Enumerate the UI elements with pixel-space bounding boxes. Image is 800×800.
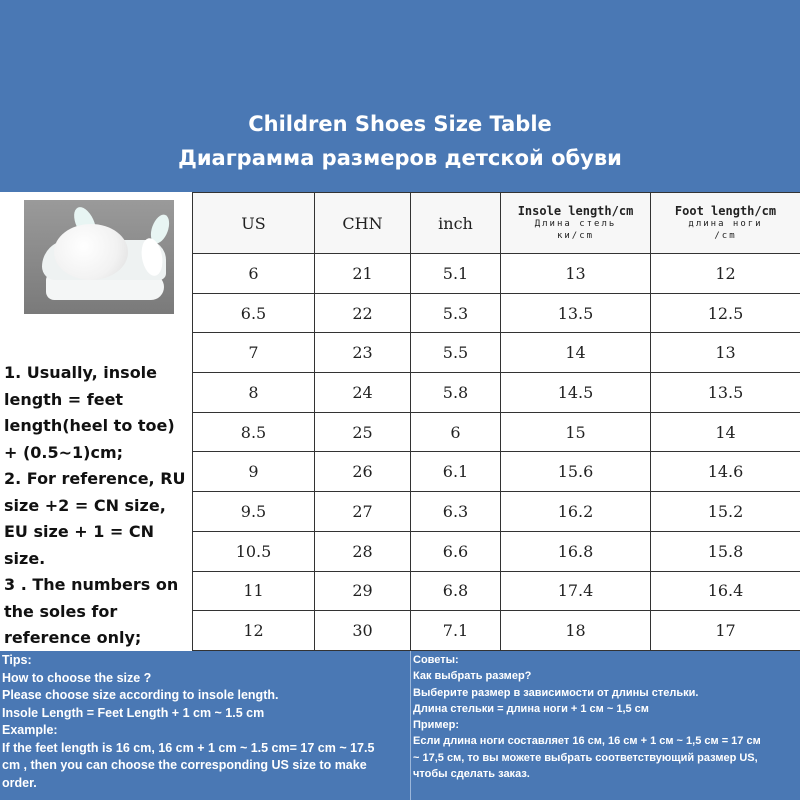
cell-us: 10.5 [193,531,315,571]
header-insole-length [501,193,651,254]
cell-foot: 12.5 [651,293,800,333]
cell-insole: 13 [501,254,651,294]
table-row [193,293,800,333]
title-english: Children Shoes Size Table [248,112,552,136]
table-row [193,531,800,571]
note-line: size +2 = CN size, [4,495,166,515]
cell-us: 9.5 [193,492,315,532]
tip-line: Example: [2,723,58,737]
note-line: EU size + 1 = CN [4,522,155,541]
table-row [193,452,800,492]
tip-line: Выберите размер в зависимости от длины стельки. [413,686,699,699]
cell-us: 11 [193,571,315,611]
shoe-fur-pom [54,224,128,280]
table-row [193,373,800,413]
cell-us: 6 [193,254,315,294]
tip-line: Insole Length = Feet Length + 1 cm ~ 1.5 cm [2,705,265,720]
shoe-photo [24,200,174,314]
header-insole-en: Insole length/cm [517,204,634,218]
cell-foot: 16.4 [651,571,800,611]
note-line: the soles for [4,601,118,621]
cell-chn: 29 [315,571,411,611]
tip-line: Please choose size according to insole length. [2,688,279,702]
cell-insole: 16.2 [501,492,651,532]
size-notes [4,360,192,652]
header-foot-ru: длина ноги [688,219,763,229]
tip-line: чтобы сделать заказ. [413,768,530,781]
header-foot-ru-2: /cm [714,231,737,241]
table-row [193,611,800,651]
table-header-row [193,193,800,254]
cell-us: 9 [193,452,315,492]
tip-line: order. [2,775,37,790]
note-line: 3 . The numbers on [4,575,179,594]
table-row [193,492,800,532]
cell-foot: 12 [651,254,800,294]
header-insole-ru-2: ки/cm [556,231,595,241]
cell-insole: 15.6 [501,452,651,492]
cell-foot: 14 [651,412,800,452]
table-row [193,333,800,373]
cell-us: 8 [193,373,315,413]
tip-line: ~ 17,5 см, то вы можете выбрать соответствующий размер US, [413,751,758,764]
note-line: length(heel to toe) [4,416,175,435]
tip-line: How to choose the size ? [2,670,152,685]
header-insole-ru: Длина стель [534,219,617,229]
cell-inch: 7.1 [411,611,501,651]
cell-foot: 15.8 [651,531,800,571]
cell-insole: 14 [501,333,651,373]
size-table [192,192,800,651]
cell-inch: 5.8 [411,373,501,413]
cell-chn: 24 [315,373,411,413]
title-banner [0,0,800,192]
cell-chn: 27 [315,492,411,532]
header-inch: inch [411,193,501,254]
note-line: 1. Usually, insole [4,363,158,382]
cell-us: 7 [193,333,315,373]
cell-inch: 5.3 [411,293,501,333]
tip-line: Если длина ноги составляет 16 см, 16 см + 1 см ~ 1,5 см = 17 см [413,735,761,748]
cell-foot: 13 [651,333,800,373]
cell-insole: 15 [501,412,651,452]
cell-inch: 6.1 [411,452,501,492]
tip-line: If the feet length is 16 cm, 16 cm + 1 cm ~ 1.5 cm= 17 cm ~ 17.5 [2,740,375,755]
cell-inch: 5.5 [411,333,501,373]
cell-us: 8.5 [193,412,315,452]
cell-inch: 5.1 [411,254,501,294]
cell-chn: 26 [315,452,411,492]
cell-chn: 30 [315,611,411,651]
note-line: 2. For reference, RU [4,469,186,488]
tip-line: Длина стельки = длина ноги + 1 см ~ 1,5 см [413,702,649,715]
cell-inch: 6.8 [411,571,501,611]
cell-foot: 14.6 [651,452,800,492]
cell-foot: 17 [651,611,800,651]
note-line: size. [4,548,46,568]
title-russian: Диаграмма размеров детской обуви [178,146,622,170]
note-line: length = feet [4,389,124,409]
cell-foot: 15.2 [651,492,800,532]
cell-insole: 16.8 [501,531,651,571]
tip-line: Советы: [413,654,459,666]
cell-chn: 23 [315,333,411,373]
header-foot-en: Foot length/cm [674,204,777,218]
header-foot-length [651,193,800,254]
cell-chn: 28 [315,531,411,571]
cell-insole: 17.4 [501,571,651,611]
cell-insole: 13.5 [501,293,651,333]
header-us: US [193,193,315,254]
tip-line: Tips: [2,653,32,667]
table-row [193,254,800,294]
tip-line: cm , then you can choose the corresponding US size to make [2,758,367,772]
cell-insole: 14.5 [501,373,651,413]
cell-insole: 18 [501,611,651,651]
cell-us: 6.5 [193,293,315,333]
cell-us: 12 [193,611,315,651]
cell-chn: 25 [315,412,411,452]
cell-chn: 21 [315,254,411,294]
cell-foot: 13.5 [651,373,800,413]
tips-russian [411,651,800,800]
cell-chn: 22 [315,293,411,333]
table-row [193,412,800,452]
tip-line: Пример: [413,719,460,732]
note-line: + (0.5~1)cm; [4,442,124,462]
note-line: reference only; [4,628,142,647]
tips-english [0,651,410,800]
left-panel [0,192,192,651]
table-row [193,571,800,611]
header-chn: CHN [315,193,411,254]
tip-line: Как выбрать размер? [413,670,532,683]
cell-inch: 6 [411,412,501,452]
cell-inch: 6.3 [411,492,501,532]
cell-inch: 6.6 [411,531,501,571]
